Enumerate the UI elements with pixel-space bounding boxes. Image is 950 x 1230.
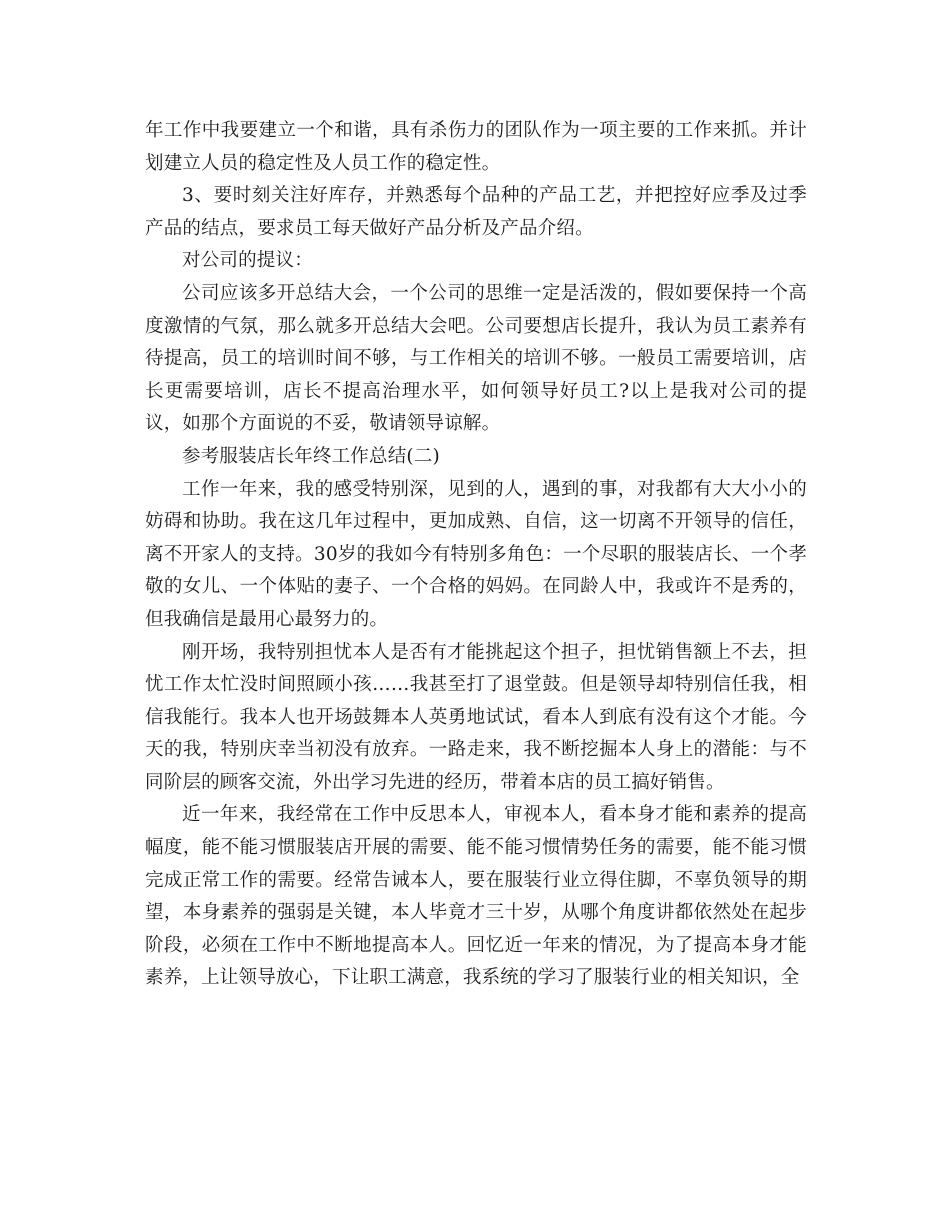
paragraph-1: 年工作中我要建立一个和谐，具有杀伤力的团队作为一项主要的工作来抓。并计划建立人员的稳定性及人员工作的稳定性。 <box>145 120 807 174</box>
paragraph-6: 工作一年来，我的感受特别深，见到的人，遇到的事，对我都有大大小小的妨碍和协助。我在这几年过程中，更加成熟、自信，这一切离不开领导的信任，离不开家人的支持。30岁的我如今有特别多角色：一个尽职的服装店长、一个孝敬的女儿、一个体贴的妻子、一个合格的妈妈。在同龄人中，我或许不是秀的，但我确信是最用心最努力的。 <box>145 478 807 630</box>
paragraph-3: 对公司的提议： <box>182 250 313 272</box>
paragraph-4: 公司应该多开总结大会，一个公司的思维一定是活泼的，假如要保持一个高度激情的气氛，那么就多开总结大会吧。公司要想店长提升，我认为员工素养有待提高，员工的培训时间不够，与工作相关的培训不够。一般员工需要培训，店长更需要培训，店长不提高治理水平，如何领导好员工?以上是我对公司的提议，如那个方面说的不妥，敬请领导谅解。 <box>145 282 807 435</box>
document-body <box>145 115 807 995</box>
paragraph-7: 刚开场，我特别担忧本人是否有才能挑起这个担子，担忧销售额上不去，担忧工作太忙没时间照顾小孩……我甚至打了退堂鼓。但是领导却特别信任我，相信我能行。我本人也开场鼓舞本人英勇地试试，看本人到底有没有这个才能。今天的我，特别庆幸当初没有放弃。一路走来，我不断挖掘本人身上的潜能：与不同阶层的顾客交流，外出学习先进的经历，带着本店的员工搞好销售。 <box>145 641 807 793</box>
paragraph-2: 3、要时刻关注好库存，并熟悉每个品种的产品工艺，并把控好应季及过季产品的结点，要求员工每天做好产品分析及产品介绍。 <box>145 185 807 239</box>
section-heading: 参考服装店长年终工作总结(二) <box>182 445 440 467</box>
paragraph-8: 近一年来，我经常在工作中反思本人，审视本人，看本身才能和素养的提高幅度，能不能习惯服装店开展的需要、能不能习惯情势任务的需要，能不能习惯完成正常工作的需要。经常告诫本人，要在服装行业立得住脚，不辜负领导的期望，本身素养的强弱是关键，本人毕竟才三十岁，从哪个角度讲都依然处在起步阶段，必须在工作中不断地提高本人。回忆近一年来的情况，为了提高本身才能素养，上让领导放心，下让职工满意，我系统的学习了服装行业的相关知识，全 <box>145 804 807 989</box>
